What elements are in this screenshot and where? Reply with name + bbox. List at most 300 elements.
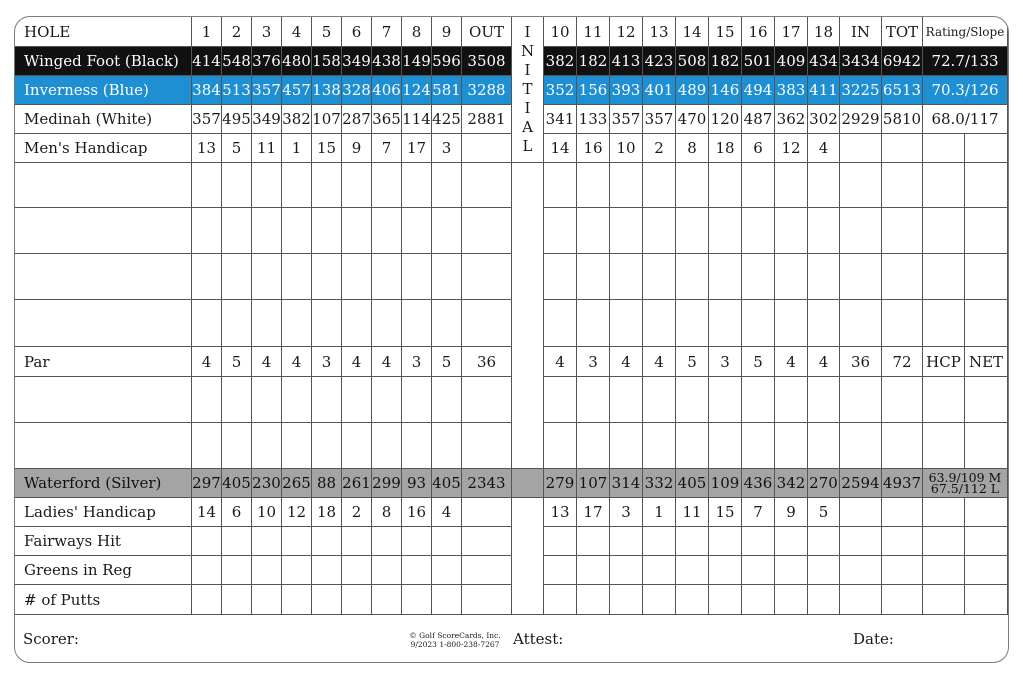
player-row-4-hole-8[interactable] xyxy=(402,300,432,347)
blue-tee-label: Inverness (Blue) xyxy=(15,76,192,105)
player-row-1-hole-11[interactable] xyxy=(577,163,610,208)
fairways-hit-hole-12[interactable] xyxy=(610,527,643,556)
player-row-2-hole-7[interactable] xyxy=(372,208,402,254)
silver-tee-hole-18: 270 xyxy=(808,469,840,498)
num-putts-hole-5[interactable] xyxy=(312,585,342,615)
greens-in-reg-tot xyxy=(882,556,923,585)
num-putts-hole-13[interactable] xyxy=(643,585,676,615)
extra-row-2-hole-16[interactable] xyxy=(742,423,775,469)
extra-row-1-hole-13[interactable] xyxy=(643,377,676,423)
player-row-4-hole-2[interactable] xyxy=(222,300,252,347)
extra-row-1-hole-9[interactable] xyxy=(432,377,462,423)
mens-handicap-hole-13: 2 xyxy=(643,134,676,163)
greens-in-reg-hole-1[interactable] xyxy=(192,556,222,585)
silver-tee-hole-17: 342 xyxy=(775,469,808,498)
silver-tee-hole-5: 88 xyxy=(312,469,342,498)
player-row-1-hole-3[interactable] xyxy=(252,163,282,208)
extra-row-2-hole-12[interactable] xyxy=(610,423,643,469)
player-row-4-hole-3[interactable] xyxy=(252,300,282,347)
extra-row-2-hole-10[interactable] xyxy=(544,423,577,469)
player-row-2-out xyxy=(462,208,512,254)
blue-tee-hole-13: 401 xyxy=(643,76,676,105)
player-row-3-hole-11[interactable] xyxy=(577,254,610,300)
fairways-hit-hole-9[interactable] xyxy=(432,527,462,556)
fairways-hit-hole-10[interactable] xyxy=(544,527,577,556)
player-row-2-label xyxy=(15,208,192,254)
extra-row-2-hole-7[interactable] xyxy=(372,423,402,469)
greens-in-reg-hole-9[interactable] xyxy=(432,556,462,585)
greens-in-reg-hole-10[interactable] xyxy=(544,556,577,585)
header-hole-13: 13 xyxy=(643,17,676,47)
player-row-1-hole-12[interactable] xyxy=(610,163,643,208)
extra-row-1-hole-3[interactable] xyxy=(252,377,282,423)
mens-handicap-hole-9: 3 xyxy=(432,134,462,163)
fairways-hit-hole-11[interactable] xyxy=(577,527,610,556)
player-row-3-hole-12[interactable] xyxy=(610,254,643,300)
extra-row-1-hole-6[interactable] xyxy=(342,377,372,423)
white-tee-hole-8: 114 xyxy=(402,105,432,134)
player-row-4-hole-14[interactable] xyxy=(676,300,709,347)
player-row-1-hole-9[interactable] xyxy=(432,163,462,208)
extra-row-2-hole-6[interactable] xyxy=(342,423,372,469)
mens-handicap-tot xyxy=(882,134,923,163)
white-tee-hole-10: 341 xyxy=(544,105,577,134)
extra-row-1-hole-14[interactable] xyxy=(676,377,709,423)
silver-tee-out: 2343 xyxy=(462,469,512,498)
initial-letter: T xyxy=(522,80,533,98)
player-row-3-hole-16[interactable] xyxy=(742,254,775,300)
num-putts-hole-16[interactable] xyxy=(742,585,775,615)
par-hole-3: 4 xyxy=(252,347,282,377)
fairways-hit-out xyxy=(462,527,512,556)
player-row-1-hole-1[interactable] xyxy=(192,163,222,208)
player-row-4-hole-13[interactable] xyxy=(643,300,676,347)
white-tee-label: Medinah (White) xyxy=(15,105,192,134)
extra-row-1-hole-7[interactable] xyxy=(372,377,402,423)
extra-row-2-hole-13[interactable] xyxy=(643,423,676,469)
num-putts-hole-15[interactable] xyxy=(709,585,742,615)
player-row-4-hole-6[interactable] xyxy=(342,300,372,347)
num-putts-hole-11[interactable] xyxy=(577,585,610,615)
black-tee-hole-2: 548 xyxy=(222,47,252,76)
player-row-4-label xyxy=(15,300,192,347)
par-hole-5: 3 xyxy=(312,347,342,377)
player-row-1-hole-15[interactable] xyxy=(709,163,742,208)
white-tee-tot: 5810 xyxy=(882,105,923,134)
greens-in-reg-hole-11[interactable] xyxy=(577,556,610,585)
par-in: 36 xyxy=(840,347,882,377)
par-hole-6: 4 xyxy=(342,347,372,377)
greens-in-reg-hole-16[interactable] xyxy=(742,556,775,585)
player-row-1-hole-18[interactable] xyxy=(808,163,840,208)
extra-row-1-hole-16[interactable] xyxy=(742,377,775,423)
blue-tee-hole-10: 352 xyxy=(544,76,577,105)
player-row-3-hole-7[interactable] xyxy=(372,254,402,300)
fairways-hit-hole-2[interactable] xyxy=(222,527,252,556)
white-tee-hole-3: 349 xyxy=(252,105,282,134)
player-row-1-hole-8[interactable] xyxy=(402,163,432,208)
white-tee-hole-13: 357 xyxy=(643,105,676,134)
fairways-hit-hole-1[interactable] xyxy=(192,527,222,556)
blue-tee-hole-18: 411 xyxy=(808,76,840,105)
num-putts-col-a xyxy=(923,585,965,615)
greens-in-reg-hole-15[interactable] xyxy=(709,556,742,585)
greens-in-reg-hole-7[interactable] xyxy=(372,556,402,585)
mens-handicap-hole-16: 6 xyxy=(742,134,775,163)
silver-rating-l: 67.5/112 L xyxy=(930,481,1000,496)
player-row-2-hole-3[interactable] xyxy=(252,208,282,254)
extra-row-2-hole-11[interactable] xyxy=(577,423,610,469)
par-hole-13: 4 xyxy=(643,347,676,377)
blue-tee-hole-3: 357 xyxy=(252,76,282,105)
player-row-4-hole-7[interactable] xyxy=(372,300,402,347)
mens-handicap-hole-12: 10 xyxy=(610,134,643,163)
player-row-3-hole-5[interactable] xyxy=(312,254,342,300)
player-row-2-in xyxy=(840,208,882,254)
initial-column-mid[interactable] xyxy=(512,163,544,469)
player-row-2-hole-10[interactable] xyxy=(544,208,577,254)
player-row-1-col-a xyxy=(923,163,965,208)
player-row-1-hole-17[interactable] xyxy=(775,163,808,208)
num-putts-hole-4[interactable] xyxy=(282,585,312,615)
player-row-2-hole-8[interactable] xyxy=(402,208,432,254)
player-row-2-col-a xyxy=(923,208,965,254)
extra-row-2-tot xyxy=(882,423,923,469)
num-putts-label: # of Putts xyxy=(15,585,192,615)
player-row-1-hole-14[interactable] xyxy=(676,163,709,208)
ladies-handicap-hole-15: 15 xyxy=(709,498,742,527)
player-row-4-out xyxy=(462,300,512,347)
initial-column-silver[interactable] xyxy=(512,469,544,498)
extra-row-2-hole-5[interactable] xyxy=(312,423,342,469)
extra-row-1-hole-8[interactable] xyxy=(402,377,432,423)
mens-handicap-hole-6: 9 xyxy=(342,134,372,163)
player-row-2-hole-2[interactable] xyxy=(222,208,252,254)
num-putts-hole-8[interactable] xyxy=(402,585,432,615)
header-hole-9: 9 xyxy=(432,17,462,47)
par-hole-8: 3 xyxy=(402,347,432,377)
black-tee-hole-7: 438 xyxy=(372,47,402,76)
ladies-handicap-hole-7: 8 xyxy=(372,498,402,527)
player-row-3-hole-1[interactable] xyxy=(192,254,222,300)
header-tot: TOT xyxy=(882,17,923,47)
silver-tee-hole-13: 332 xyxy=(643,469,676,498)
num-putts-hole-3[interactable] xyxy=(252,585,282,615)
player-row-3-hole-18[interactable] xyxy=(808,254,840,300)
mens-handicap-label: Men's Handicap xyxy=(15,134,192,163)
fairways-hit-tot xyxy=(882,527,923,556)
ladies-handicap-hole-6: 2 xyxy=(342,498,372,527)
ladies-handicap-hole-12: 3 xyxy=(610,498,643,527)
player-row-2-hole-12[interactable] xyxy=(610,208,643,254)
mens-handicap-hole-14: 8 xyxy=(676,134,709,163)
initial-letter: I xyxy=(524,23,531,41)
greens-in-reg-hole-6[interactable] xyxy=(342,556,372,585)
attest-label: Attest: xyxy=(513,629,564,648)
player-row-4-hole-15[interactable] xyxy=(709,300,742,347)
black-tee-hole-1: 414 xyxy=(192,47,222,76)
extra-row-2-hole-14[interactable] xyxy=(676,423,709,469)
extra-row-1-col-a xyxy=(923,377,965,423)
fairways-hit-hole-7[interactable] xyxy=(372,527,402,556)
greens-in-reg-hole-12[interactable] xyxy=(610,556,643,585)
extra-row-1-hole-1[interactable] xyxy=(192,377,222,423)
header-hole-14: 14 xyxy=(676,17,709,47)
player-row-1-out xyxy=(462,163,512,208)
extra-row-2-hole-2[interactable] xyxy=(222,423,252,469)
blue-tee-rating: 70.3/126 xyxy=(923,76,1008,105)
black-tee-hole-16: 501 xyxy=(742,47,775,76)
par-hole-18: 4 xyxy=(808,347,840,377)
num-putts-hole-7[interactable] xyxy=(372,585,402,615)
extra-row-1-hole-17[interactable] xyxy=(775,377,808,423)
extra-row-1-out xyxy=(462,377,512,423)
extra-row-2-hole-1[interactable] xyxy=(192,423,222,469)
greens-in-reg-hole-3[interactable] xyxy=(252,556,282,585)
num-putts-hole-2[interactable] xyxy=(222,585,252,615)
black-tee-hole-5: 158 xyxy=(312,47,342,76)
num-putts-in xyxy=(840,585,882,615)
initial-letter: I xyxy=(524,99,531,117)
player-row-1-hole-5[interactable] xyxy=(312,163,342,208)
num-putts-hole-6[interactable] xyxy=(342,585,372,615)
player-row-1-col-b xyxy=(965,163,1008,208)
player-row-2-hole-4[interactable] xyxy=(282,208,312,254)
player-row-3-hole-8[interactable] xyxy=(402,254,432,300)
extra-row-2-hole-15[interactable] xyxy=(709,423,742,469)
greens-in-reg-hole-17[interactable] xyxy=(775,556,808,585)
fairways-hit-hole-8[interactable] xyxy=(402,527,432,556)
header-hole-3: 3 xyxy=(252,17,282,47)
extra-row-1-hole-15[interactable] xyxy=(709,377,742,423)
player-row-2-hole-9[interactable] xyxy=(432,208,462,254)
greens-in-reg-label: Greens in Reg xyxy=(15,556,192,585)
silver-tee-label: Waterford (Silver) xyxy=(15,469,192,498)
initial-column-lower[interactable] xyxy=(512,498,544,615)
extra-row-2-hole-9[interactable] xyxy=(432,423,462,469)
fairways-hit-hole-18[interactable] xyxy=(808,527,840,556)
blue-tee-hole-16: 494 xyxy=(742,76,775,105)
fairways-hit-hole-16[interactable] xyxy=(742,527,775,556)
player-row-1-hole-13[interactable] xyxy=(643,163,676,208)
extra-row-1-hole-10[interactable] xyxy=(544,377,577,423)
black-tee-hole-4: 480 xyxy=(282,47,312,76)
player-row-1-hole-4[interactable] xyxy=(282,163,312,208)
extra-row-1-hole-4[interactable] xyxy=(282,377,312,423)
header-in: IN xyxy=(840,17,882,47)
header-hole-18: 18 xyxy=(808,17,840,47)
player-row-2-hole-1[interactable] xyxy=(192,208,222,254)
black-tee-hole-12: 413 xyxy=(610,47,643,76)
player-row-2-hole-13[interactable] xyxy=(643,208,676,254)
extra-row-1-hole-5[interactable] xyxy=(312,377,342,423)
player-row-1-label xyxy=(15,163,192,208)
black-tee-hole-15: 182 xyxy=(709,47,742,76)
silver-tee-rating xyxy=(923,469,1008,498)
fairways-hit-hole-6[interactable] xyxy=(342,527,372,556)
extra-row-1-hole-12[interactable] xyxy=(610,377,643,423)
player-row-1-hole-16[interactable] xyxy=(742,163,775,208)
ladies-handicap-label: Ladies' Handicap xyxy=(15,498,192,527)
ladies-handicap-hole-9: 4 xyxy=(432,498,462,527)
player-row-4-hole-9[interactable] xyxy=(432,300,462,347)
greens-in-reg-hole-4[interactable] xyxy=(282,556,312,585)
player-row-4-hole-16[interactable] xyxy=(742,300,775,347)
black-tee-hole-9: 596 xyxy=(432,47,462,76)
fairways-hit-hole-17[interactable] xyxy=(775,527,808,556)
num-putts-hole-9[interactable] xyxy=(432,585,462,615)
white-tee-rating: 68.0/117 xyxy=(923,105,1008,134)
mens-handicap-hole-11: 16 xyxy=(577,134,610,163)
par-hole-11: 3 xyxy=(577,347,610,377)
silver-tee-hole-15: 109 xyxy=(709,469,742,498)
player-row-3-hole-14[interactable] xyxy=(676,254,709,300)
blue-tee-tot: 6513 xyxy=(882,76,923,105)
fairways-hit-hole-3[interactable] xyxy=(252,527,282,556)
header-hole-16: 16 xyxy=(742,17,775,47)
blue-tee-hole-17: 383 xyxy=(775,76,808,105)
player-row-3-hole-6[interactable] xyxy=(342,254,372,300)
player-row-2-hole-14[interactable] xyxy=(676,208,709,254)
silver-tee-hole-2: 405 xyxy=(222,469,252,498)
player-row-3-hole-10[interactable] xyxy=(544,254,577,300)
mens-handicap-col-a xyxy=(923,134,965,163)
fairways-hit-hole-5[interactable] xyxy=(312,527,342,556)
copyright-copy1: © Golf ScoreCards, Inc. xyxy=(409,631,501,640)
player-row-1-hole-10[interactable] xyxy=(544,163,577,208)
player-row-2-hole-5[interactable] xyxy=(312,208,342,254)
blue-tee-hole-12: 393 xyxy=(610,76,643,105)
mens-handicap-hole-2: 5 xyxy=(222,134,252,163)
extra-row-2-hole-4[interactable] xyxy=(282,423,312,469)
player-row-3-hole-15[interactable] xyxy=(709,254,742,300)
greens-in-reg-hole-2[interactable] xyxy=(222,556,252,585)
black-tee-hole-17: 409 xyxy=(775,47,808,76)
blue-tee-hole-15: 146 xyxy=(709,76,742,105)
ladies-handicap-hole-8: 16 xyxy=(402,498,432,527)
blue-tee-out: 3288 xyxy=(462,76,512,105)
header-hole-10: 10 xyxy=(544,17,577,47)
player-row-3-hole-17[interactable] xyxy=(775,254,808,300)
num-putts-hole-12[interactable] xyxy=(610,585,643,615)
extra-row-2-col-b xyxy=(965,423,1008,469)
header-hole-1: 1 xyxy=(192,17,222,47)
par-hole-7: 4 xyxy=(372,347,402,377)
player-row-1-in xyxy=(840,163,882,208)
player-row-4-hole-1[interactable] xyxy=(192,300,222,347)
ladies-handicap-out xyxy=(462,498,512,527)
extra-row-1-hole-18[interactable] xyxy=(808,377,840,423)
fairways-hit-hole-4[interactable] xyxy=(282,527,312,556)
player-row-2-hole-16[interactable] xyxy=(742,208,775,254)
player-row-2-hole-17[interactable] xyxy=(775,208,808,254)
black-tee-tot: 6942 xyxy=(882,47,923,76)
black-tee-hole-10: 382 xyxy=(544,47,577,76)
player-row-3-hole-3[interactable] xyxy=(252,254,282,300)
extra-row-1-in xyxy=(840,377,882,423)
player-row-4-hole-17[interactable] xyxy=(775,300,808,347)
black-tee-hole-11: 182 xyxy=(577,47,610,76)
date-label: Date: xyxy=(853,629,894,648)
player-row-4-hole-5[interactable] xyxy=(312,300,342,347)
greens-in-reg-hole-14[interactable] xyxy=(676,556,709,585)
player-row-4-hole-10[interactable] xyxy=(544,300,577,347)
greens-in-reg-hole-8[interactable] xyxy=(402,556,432,585)
player-row-3-hole-9[interactable] xyxy=(432,254,462,300)
black-tee-label: Winged Foot (Black) xyxy=(15,47,192,76)
extra-row-2-hole-8[interactable] xyxy=(402,423,432,469)
greens-in-reg-hole-18[interactable] xyxy=(808,556,840,585)
white-tee-in: 2929 xyxy=(840,105,882,134)
extra-row-1-hole-11[interactable] xyxy=(577,377,610,423)
greens-in-reg-hole-5[interactable] xyxy=(312,556,342,585)
extra-row-2-hole-3[interactable] xyxy=(252,423,282,469)
player-row-2-hole-6[interactable] xyxy=(342,208,372,254)
mens-handicap-hole-1: 13 xyxy=(192,134,222,163)
player-row-3-out xyxy=(462,254,512,300)
num-putts-hole-18[interactable] xyxy=(808,585,840,615)
player-row-1-hole-2[interactable] xyxy=(222,163,252,208)
player-row-3-hole-13[interactable] xyxy=(643,254,676,300)
header-hole-12: 12 xyxy=(610,17,643,47)
num-putts-col-b xyxy=(965,585,1008,615)
fairways-hit-hole-13[interactable] xyxy=(643,527,676,556)
ladies-handicap-hole-18: 5 xyxy=(808,498,840,527)
player-row-1-hole-6[interactable] xyxy=(342,163,372,208)
num-putts-hole-1[interactable] xyxy=(192,585,222,615)
fairways-hit-hole-15[interactable] xyxy=(709,527,742,556)
player-row-2-hole-18[interactable] xyxy=(808,208,840,254)
white-tee-hole-14: 470 xyxy=(676,105,709,134)
player-row-4-hole-12[interactable] xyxy=(610,300,643,347)
player-row-4-hole-4[interactable] xyxy=(282,300,312,347)
blue-tee-in: 3225 xyxy=(840,76,882,105)
mens-handicap-hole-8: 17 xyxy=(402,134,432,163)
player-row-3-hole-2[interactable] xyxy=(222,254,252,300)
fairways-hit-hole-14[interactable] xyxy=(676,527,709,556)
player-row-1-hole-7[interactable] xyxy=(372,163,402,208)
ladies-handicap-col-b xyxy=(965,498,1008,527)
player-row-4-hole-18[interactable] xyxy=(808,300,840,347)
scorer-label: Scorer: xyxy=(23,629,79,648)
player-row-3-hole-4[interactable] xyxy=(282,254,312,300)
initial-column[interactable] xyxy=(512,17,544,163)
extra-row-2-hole-17[interactable] xyxy=(775,423,808,469)
extra-row-1-label xyxy=(15,377,192,423)
white-tee-hole-12: 357 xyxy=(610,105,643,134)
ladies-handicap-hole-3: 10 xyxy=(252,498,282,527)
par-col-b: NET xyxy=(965,347,1008,377)
player-row-2-hole-11[interactable] xyxy=(577,208,610,254)
num-putts-hole-14[interactable] xyxy=(676,585,709,615)
silver-tee-hole-10: 279 xyxy=(544,469,577,498)
player-row-2-hole-15[interactable] xyxy=(709,208,742,254)
greens-in-reg-hole-13[interactable] xyxy=(643,556,676,585)
greens-in-reg-in xyxy=(840,556,882,585)
mens-handicap-out xyxy=(462,134,512,163)
num-putts-hole-10[interactable] xyxy=(544,585,577,615)
player-row-4-col-a xyxy=(923,300,965,347)
initial-letter: N xyxy=(520,42,535,60)
ladies-handicap-hole-17: 9 xyxy=(775,498,808,527)
player-row-4-hole-11[interactable] xyxy=(577,300,610,347)
white-tee-hole-17: 362 xyxy=(775,105,808,134)
num-putts-hole-17[interactable] xyxy=(775,585,808,615)
silver-tee-hole-7: 299 xyxy=(372,469,402,498)
extra-row-2-hole-18[interactable] xyxy=(808,423,840,469)
extra-row-1-hole-2[interactable] xyxy=(222,377,252,423)
white-tee-hole-18: 302 xyxy=(808,105,840,134)
